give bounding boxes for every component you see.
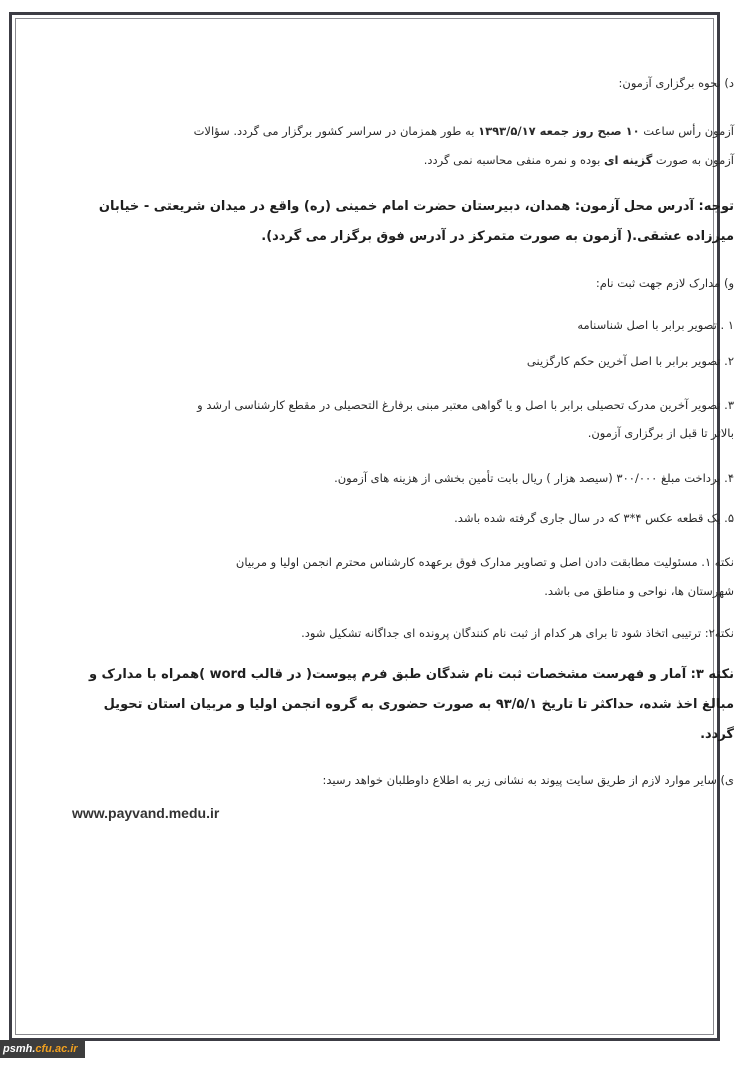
note-1-line2: شهرستان ها، نواحی و مناطق می باشد. xyxy=(544,584,734,598)
note-1-line1: نکته ۱. مسئولیت مطابقت دادن اصل و تصاویر مدارک فوق برعهده کارشناس محترم انجمن اولیا و مربیان xyxy=(235,555,734,569)
text-segment: آزمون به صورت xyxy=(652,153,734,167)
exam-schedule-line1 xyxy=(62,118,734,144)
watermark-part2: cfu.ac.ir xyxy=(35,1043,78,1055)
required-doc-3: ۳. تصویر آخرین مدرک تحصیلی برابر با اصل و یا گواهی معتبر مبنی برفارغ التحصیلی در مقطع کارشناسی ارشد و xyxy=(197,398,734,412)
exam-schedule-line2 xyxy=(62,147,734,173)
required-doc-4: ۴. پرداخت مبلغ ۳۰۰/۰۰۰ (سیصد هزار ) ریال بابت تأمین بخشی از هزینه های آزمون. xyxy=(334,471,734,485)
note-3-line2: مبالغ اخذ شده، حداکثر تا تاریخ ۹۳/۵/۱ به صورت حضوری به گروه انجمن اولیا و مربیان استان تحویل xyxy=(103,697,734,712)
section-y-text: ی) سایر موارد لازم از طریق سایت پیوند به نشانی زیر به اطلاع داوطلبان خواهد رسید: xyxy=(322,773,734,787)
section-v-heading: و) مدارک لازم جهت ثبت نام: xyxy=(595,276,734,290)
note-3-line1: نکته ۳: آمار و فهرست مشخصات ثبت نام شدگان طبق فرم پیوست( در قالب word )همراه با مدارک و xyxy=(88,667,734,682)
watermark-part1: psmh. xyxy=(3,1043,36,1055)
exam-type: گزینه ای xyxy=(603,153,653,167)
text-segment: به طور همزمان در سراسر کشور برگزار می گردد. سؤالات xyxy=(193,124,479,138)
text-segment: آزمون رأس ساعت xyxy=(639,124,734,138)
watermark xyxy=(0,1040,85,1058)
section-d-heading: د) نحوه برگزاری آزمون: xyxy=(618,76,734,90)
exam-datetime: ۱۰ صبح روز جمعه ۱۳۹۳/۵/۱۷ xyxy=(478,124,640,138)
required-doc-3-cont: بالاتر تا قبل از برگزاری آزمون. xyxy=(587,426,734,440)
exam-address-line1: توجه: آدرس محل آزمون: همدان، دبیرستان حضرت امام خمینی (ره) واقع در میدان شریعتی - خیابان xyxy=(98,199,734,214)
text-segment: بوده و نمره منفی محاسبه نمی گردد. xyxy=(423,153,604,167)
exam-address-line2: میرزاده عشقی.( آزمون به صورت متمرکز در آدرس فوق برگزار می گردد). xyxy=(261,229,734,244)
required-doc-1: ۱ . تصویر برابر با اصل شناسنامه xyxy=(577,318,734,332)
note-2: نکته۲: ترتیبی اتخاذ شود تا برای هر کدام از ثبت نام کنندگان پرونده ای جداگانه تشکیل شود. xyxy=(301,626,734,640)
note-3-line3: گردد. xyxy=(700,727,734,742)
payvand-website-link[interactable]: www.payvand.medu.ir xyxy=(72,805,220,821)
required-doc-2: ۲. تصویر برابر با اصل آخرین حکم کارگزینی xyxy=(526,354,734,368)
required-doc-5: ۵. یک قطعه عکس ۴*۳ که در سال جاری گرفته شده باشد. xyxy=(454,511,734,525)
